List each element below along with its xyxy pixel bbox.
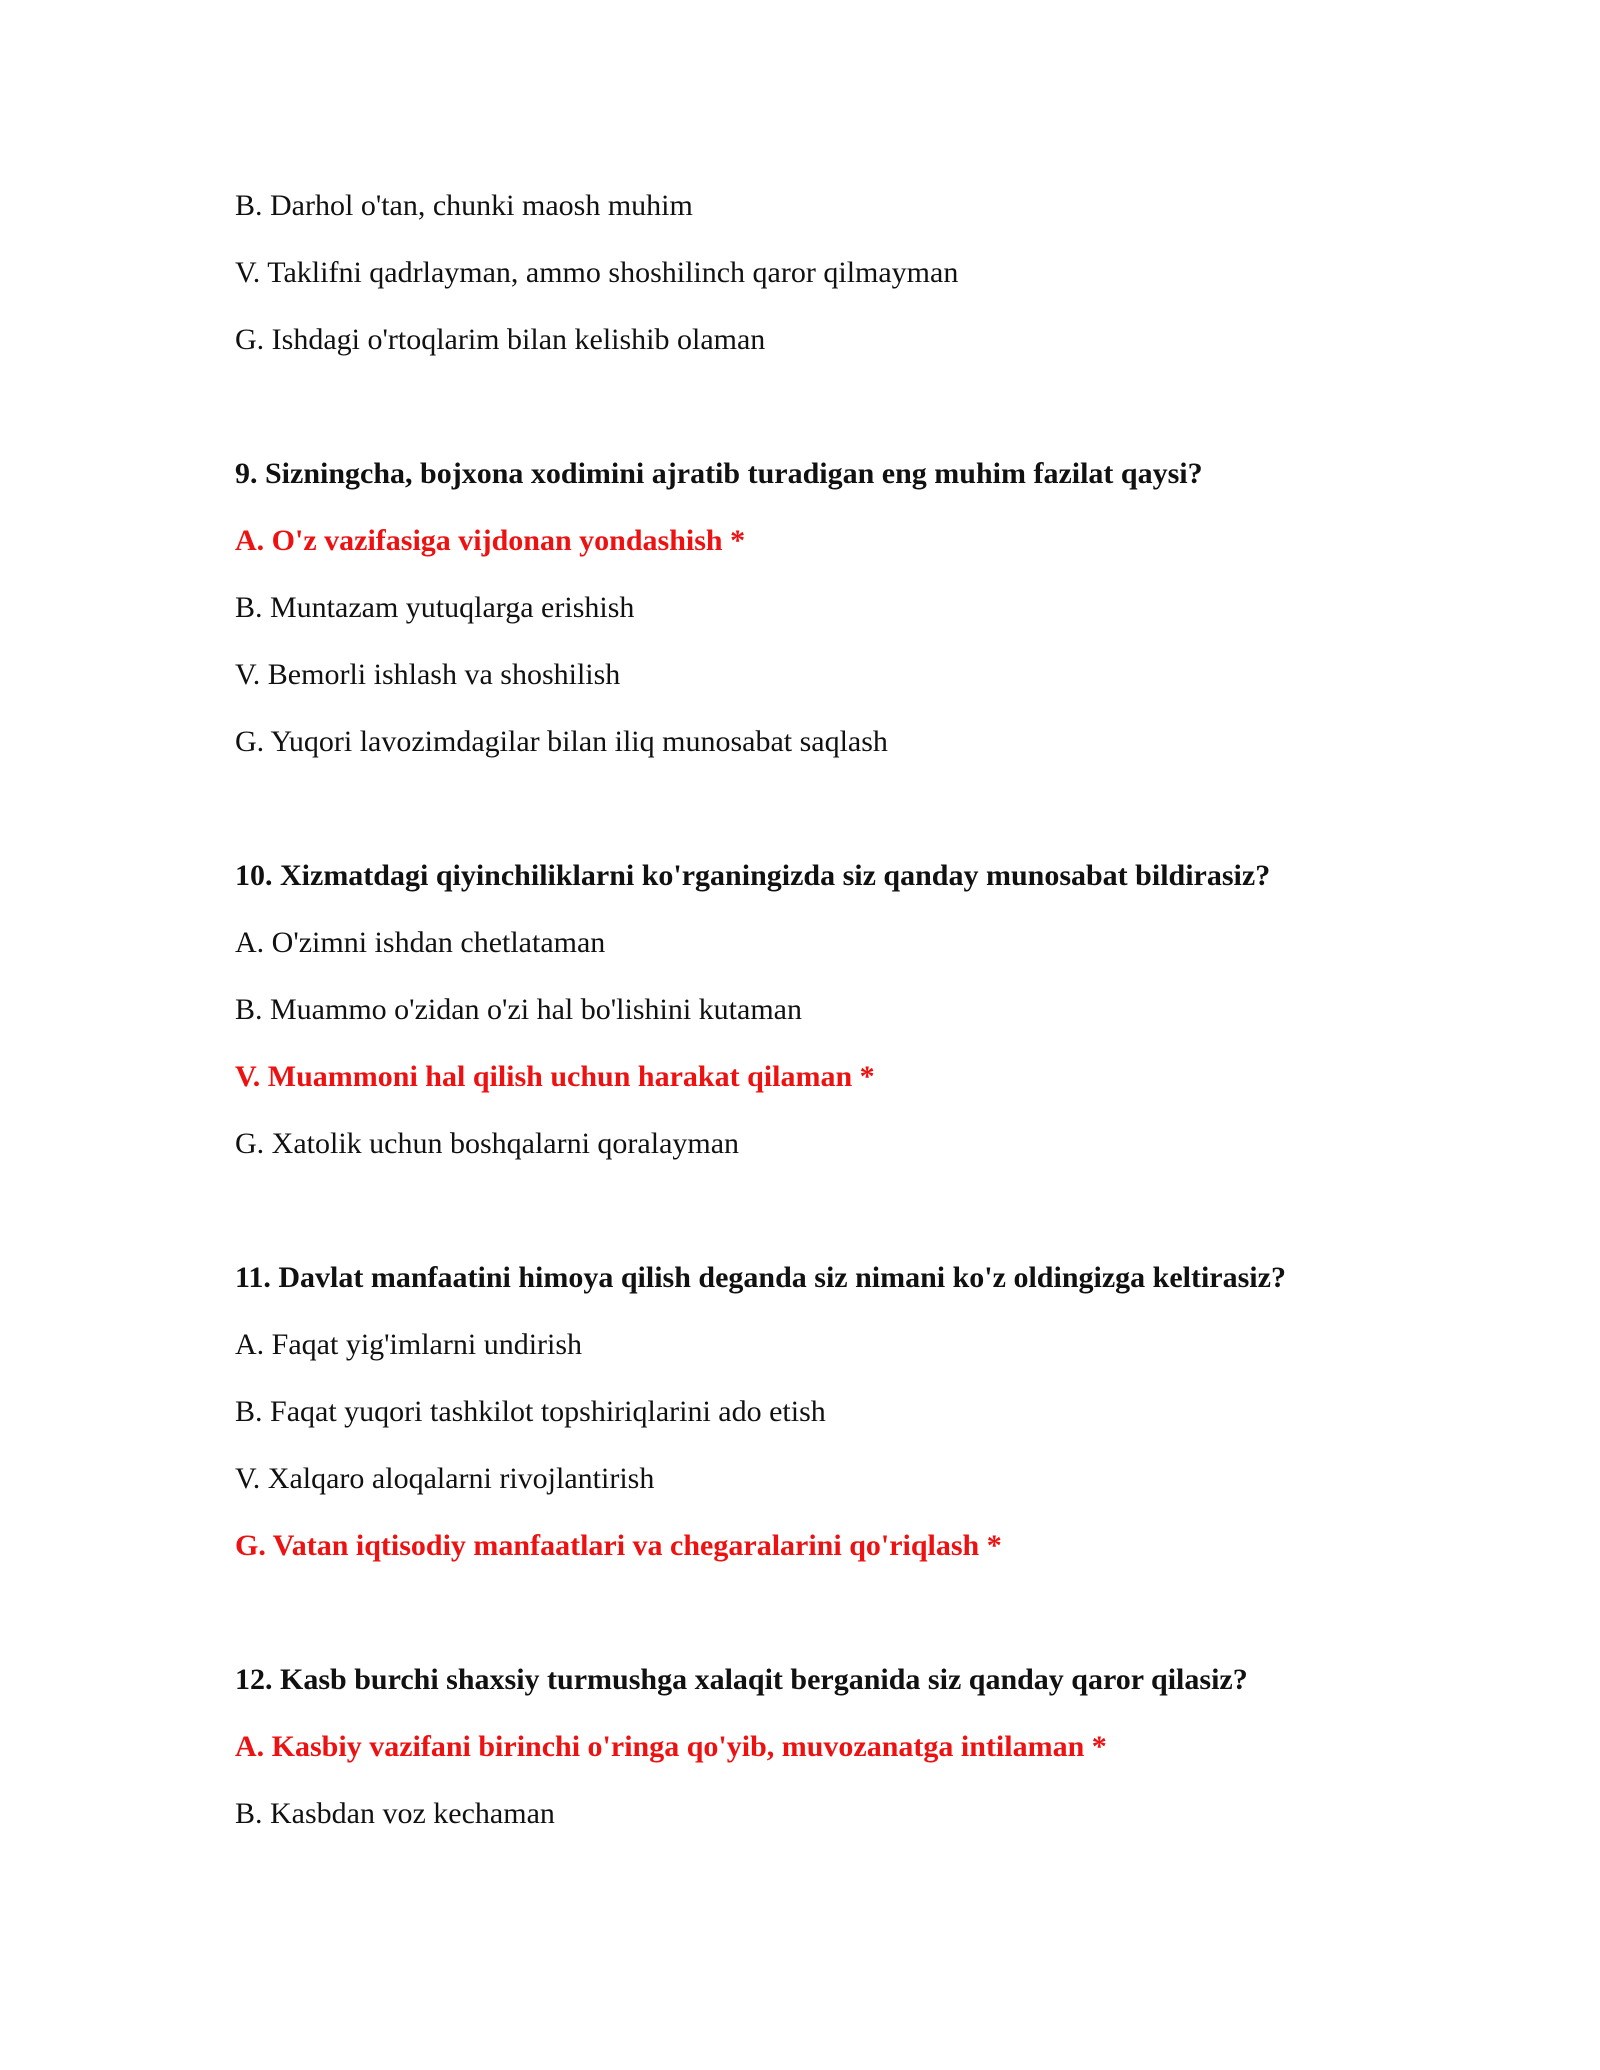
option-10-b: B. Muammo o'zidan o'zi hal bo'lishini kutaman: [235, 993, 802, 1026]
question-9: 9. Sizningcha, bojxona xodimini ajratib turadigan eng muhim fazilat qaysi?: [235, 457, 1203, 490]
option-8-g: G. Ishdagi o'rtoqlarim bilan kelishib olaman: [235, 323, 766, 356]
option-11-b: B. Faqat yuqori tashkilot topshiriqlarini ado etish: [235, 1395, 826, 1428]
option-8-v: V. Taklifni qadrlayman, ammo shoshilinch qaror qilmayman: [235, 256, 959, 289]
question-10: 10. Xizmatdagi qiyinchiliklarni ko'rganingizda siz qanday munosabat bildirasiz?: [235, 859, 1271, 892]
option-11-a: A. Faqat yig'imlarni undirish: [235, 1328, 583, 1361]
option-9-v: V. Bemorli ishlash va shoshilish: [235, 658, 621, 691]
option-8-b: B. Darhol o'tan, chunki maosh muhim: [235, 189, 693, 222]
question-12: 12. Kasb burchi shaxsiy turmushga xalaqit berganida siz qanday qaror qilasiz?: [235, 1663, 1248, 1696]
option-12-a-correct: A. Kasbiy vazifani birinchi o'ringa qo'yib, muvozanatga intilaman *: [235, 1730, 1107, 1763]
option-10-a: A. O'zimni ishdan chetlataman: [235, 926, 606, 959]
option-9-a-correct: A. O'z vazifasiga vijdonan yondashish *: [235, 524, 746, 557]
option-9-b: B. Muntazam yutuqlarga erishish: [235, 591, 635, 624]
option-12-b: B. Kasbdan voz kechaman: [235, 1797, 555, 1830]
option-11-g-correct: G. Vatan iqtisodiy manfaatlari va chegaralarini qo'riqlash *: [235, 1529, 1002, 1562]
option-10-g: G. Xatolik uchun boshqalarni qoralayman: [235, 1127, 740, 1160]
question-11: 11. Davlat manfaatini himoya qilish deganda siz nimani ko'z oldingizga keltirasiz?: [235, 1261, 1286, 1294]
option-10-v-correct: V. Muammoni hal qilish uchun harakat qilaman *: [235, 1060, 875, 1093]
option-11-v: V. Xalqaro aloqalarni rivojlantirish: [235, 1462, 655, 1495]
option-9-g: G. Yuqori lavozimdagilar bilan iliq munosabat saqlash: [235, 725, 888, 758]
